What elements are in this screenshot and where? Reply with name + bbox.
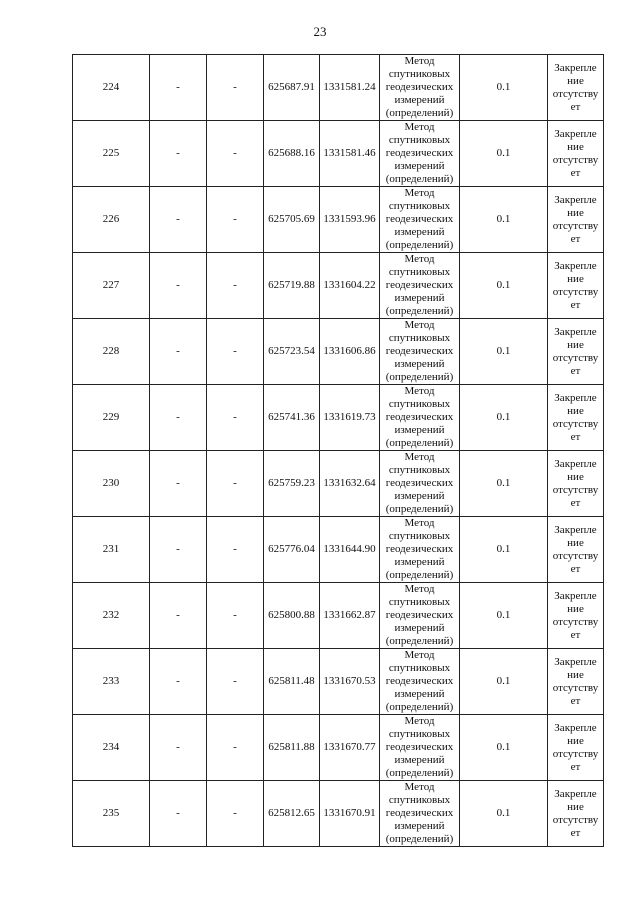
method-line: измерений	[394, 358, 445, 370]
accuracy-cell: 0.1	[460, 187, 548, 253]
method-line: спутниковых	[388, 200, 451, 212]
method-line: измерений	[394, 820, 445, 832]
table-row	[73, 715, 604, 781]
fixation-line: Закрепле	[554, 589, 597, 602]
method-line: (определений)	[385, 239, 454, 251]
coord-x-cell: 625687.91	[264, 55, 320, 121]
point-number-cell: 235	[73, 781, 150, 847]
coord-x-cell: 625800.88	[264, 583, 320, 649]
fixation-line: отсутству	[552, 681, 599, 694]
fixation-line: ние	[567, 668, 584, 681]
fixation-line: отсутству	[552, 153, 599, 166]
empty-cell-b: -	[207, 781, 264, 847]
method-line: геодезических	[385, 213, 454, 225]
method-line: геодезических	[385, 345, 454, 357]
empty-cell-a: -	[150, 121, 207, 187]
empty-cell-a: -	[150, 55, 207, 121]
fixation-line: отсутству	[552, 549, 599, 562]
accuracy-cell: 0.1	[460, 55, 548, 121]
fixation-line: ет	[570, 694, 581, 707]
fixation-line: ние	[567, 338, 584, 351]
table-row	[73, 517, 604, 583]
method-cell	[380, 715, 460, 781]
fixation-line: отсутству	[552, 483, 599, 496]
method-cell	[380, 55, 460, 121]
method-line: измерений	[394, 688, 445, 700]
point-number-cell: 226	[73, 187, 150, 253]
empty-cell-a: -	[150, 187, 207, 253]
fixation-line: Закрепле	[554, 655, 597, 668]
empty-cell-a: -	[150, 781, 207, 847]
fixation-line: ет	[570, 298, 581, 311]
coord-y-cell: 1331606.86	[320, 319, 380, 385]
fixation-line: ет	[570, 364, 581, 377]
coord-x-cell: 625812.65	[264, 781, 320, 847]
coord-y-cell: 1331670.77	[320, 715, 380, 781]
method-line: геодезических	[385, 543, 454, 555]
empty-cell-b: -	[207, 517, 264, 583]
method-line: (определений)	[385, 833, 454, 845]
table-row	[73, 385, 604, 451]
fixation-line: ет	[570, 430, 581, 443]
method-line: спутниковых	[388, 464, 451, 476]
table-row	[73, 583, 604, 649]
method-line: спутниковых	[388, 398, 451, 410]
method-line: (определений)	[385, 305, 454, 317]
method-cell	[380, 583, 460, 649]
method-cell	[380, 649, 460, 715]
accuracy-cell: 0.1	[460, 451, 548, 517]
method-cell	[380, 319, 460, 385]
fixation-line: Закрепле	[554, 193, 597, 206]
method-line: (определений)	[385, 569, 454, 581]
coord-y-cell: 1331670.91	[320, 781, 380, 847]
method-line: геодезических	[385, 81, 454, 93]
empty-cell-b: -	[207, 451, 264, 517]
method-line: Метод	[404, 451, 435, 463]
method-line: спутниковых	[388, 662, 451, 674]
point-number-cell: 231	[73, 517, 150, 583]
empty-cell-a: -	[150, 451, 207, 517]
method-line: спутниковых	[388, 134, 451, 146]
fixation-cell	[548, 187, 604, 253]
method-line: (определений)	[385, 437, 454, 449]
coord-x-cell: 625776.04	[264, 517, 320, 583]
empty-cell-b: -	[207, 187, 264, 253]
fixation-line: ние	[567, 470, 584, 483]
fixation-line: ние	[567, 800, 584, 813]
coord-y-cell: 1331670.53	[320, 649, 380, 715]
fixation-line: ет	[570, 496, 581, 509]
coord-y-cell: 1331581.46	[320, 121, 380, 187]
empty-cell-b: -	[207, 385, 264, 451]
fixation-cell	[548, 517, 604, 583]
table-row	[73, 187, 604, 253]
fixation-line: отсутству	[552, 285, 599, 298]
method-line: геодезических	[385, 675, 454, 687]
accuracy-cell: 0.1	[460, 385, 548, 451]
fixation-line: Закрепле	[554, 325, 597, 338]
accuracy-cell: 0.1	[460, 583, 548, 649]
method-line: Метод	[404, 715, 435, 727]
method-line: (определений)	[385, 371, 454, 383]
table-row	[73, 121, 604, 187]
method-line: спутниковых	[388, 530, 451, 542]
method-cell	[380, 781, 460, 847]
method-line: спутниковых	[388, 794, 451, 806]
coord-y-cell: 1331581.24	[320, 55, 380, 121]
fixation-line: ние	[567, 272, 584, 285]
coord-x-cell: 625759.23	[264, 451, 320, 517]
empty-cell-a: -	[150, 583, 207, 649]
page-number: 23	[313, 24, 327, 39]
method-cell	[380, 385, 460, 451]
method-line: геодезических	[385, 411, 454, 423]
fixation-line: ние	[567, 602, 584, 615]
method-line: геодезических	[385, 741, 454, 753]
fixation-line: отсутству	[552, 219, 599, 232]
fixation-cell	[548, 715, 604, 781]
method-line: геодезических	[385, 807, 454, 819]
fixation-line: Закрепле	[554, 721, 597, 734]
method-line: Метод	[404, 253, 435, 265]
fixation-line: ет	[570, 826, 581, 839]
method-line: (определений)	[385, 503, 454, 515]
fixation-line: отсутству	[552, 351, 599, 364]
method-line: Метод	[404, 55, 435, 67]
point-number-cell: 227	[73, 253, 150, 319]
fixation-line: отсутству	[552, 615, 599, 628]
method-line: измерений	[394, 556, 445, 568]
fixation-line: ние	[567, 206, 584, 219]
table-row	[73, 781, 604, 847]
fixation-line: ет	[570, 166, 581, 179]
fixation-cell	[548, 781, 604, 847]
method-line: геодезических	[385, 477, 454, 489]
fixation-line: Закрепле	[554, 787, 597, 800]
method-line: спутниковых	[388, 728, 451, 740]
method-cell	[380, 253, 460, 319]
fixation-cell	[548, 649, 604, 715]
method-line: геодезических	[385, 279, 454, 291]
fixation-line: отсутству	[552, 747, 599, 760]
empty-cell-b: -	[207, 253, 264, 319]
point-number-cell: 224	[73, 55, 150, 121]
empty-cell-b: -	[207, 583, 264, 649]
fixation-line: ние	[567, 140, 584, 153]
coord-x-cell: 625811.48	[264, 649, 320, 715]
fixation-line: ет	[570, 100, 581, 113]
fixation-line: ние	[567, 74, 584, 87]
accuracy-cell: 0.1	[460, 121, 548, 187]
fixation-line: ет	[570, 562, 581, 575]
empty-cell-a: -	[150, 253, 207, 319]
method-line: Метод	[404, 187, 435, 199]
fixation-line: Закрепле	[554, 391, 597, 404]
point-number-cell: 234	[73, 715, 150, 781]
coord-x-cell: 625688.16	[264, 121, 320, 187]
method-line: Метод	[404, 385, 435, 397]
fixation-line: ет	[570, 628, 581, 641]
method-line: (определений)	[385, 173, 454, 185]
empty-cell-b: -	[207, 121, 264, 187]
coord-y-cell: 1331632.64	[320, 451, 380, 517]
fixation-line: Закрепле	[554, 259, 597, 272]
coord-x-cell: 625705.69	[264, 187, 320, 253]
accuracy-cell: 0.1	[460, 319, 548, 385]
method-cell	[380, 187, 460, 253]
fixation-cell	[548, 121, 604, 187]
table-row	[73, 649, 604, 715]
fixation-line: ние	[567, 536, 584, 549]
fixation-line: ет	[570, 760, 581, 773]
method-line: (определений)	[385, 767, 454, 779]
fixation-cell	[548, 385, 604, 451]
point-number-cell: 230	[73, 451, 150, 517]
method-line: Метод	[404, 121, 435, 133]
method-line: (определений)	[385, 107, 454, 119]
table-row	[73, 253, 604, 319]
method-line: измерений	[394, 160, 445, 172]
method-cell	[380, 451, 460, 517]
fixation-line: отсутству	[552, 813, 599, 826]
fixation-cell	[548, 451, 604, 517]
point-number-cell: 233	[73, 649, 150, 715]
method-line: Метод	[404, 649, 435, 661]
coord-y-cell: 1331662.87	[320, 583, 380, 649]
coordinates-table	[72, 54, 604, 847]
method-line: измерений	[394, 424, 445, 436]
method-line: геодезических	[385, 147, 454, 159]
fixation-line: Закрепле	[554, 457, 597, 470]
method-line: измерений	[394, 226, 445, 238]
point-number-cell: 229	[73, 385, 150, 451]
empty-cell-b: -	[207, 55, 264, 121]
table-row	[73, 319, 604, 385]
fixation-line: ние	[567, 404, 584, 417]
accuracy-cell: 0.1	[460, 649, 548, 715]
method-line: измерений	[394, 490, 445, 502]
coord-y-cell: 1331619.73	[320, 385, 380, 451]
accuracy-cell: 0.1	[460, 517, 548, 583]
table-row	[73, 451, 604, 517]
empty-cell-a: -	[150, 385, 207, 451]
fixation-cell	[548, 583, 604, 649]
method-line: (определений)	[385, 701, 454, 713]
fixation-line: Закрепле	[554, 523, 597, 536]
empty-cell-a: -	[150, 319, 207, 385]
table-row	[73, 55, 604, 121]
method-line: измерений	[394, 754, 445, 766]
empty-cell-b: -	[207, 319, 264, 385]
method-cell	[380, 121, 460, 187]
method-line: Метод	[404, 319, 435, 331]
method-line: измерений	[394, 94, 445, 106]
empty-cell-a: -	[150, 715, 207, 781]
accuracy-cell: 0.1	[460, 715, 548, 781]
coord-x-cell: 625741.36	[264, 385, 320, 451]
coord-y-cell: 1331644.90	[320, 517, 380, 583]
fixation-line: отсутству	[552, 417, 599, 430]
point-number-cell: 225	[73, 121, 150, 187]
coord-y-cell: 1331593.96	[320, 187, 380, 253]
accuracy-cell: 0.1	[460, 781, 548, 847]
table-body	[73, 55, 604, 847]
fixation-line: Закрепле	[554, 61, 597, 74]
method-line: Метод	[404, 583, 435, 595]
fixation-line: Закрепле	[554, 127, 597, 140]
method-line: (определений)	[385, 635, 454, 647]
method-line: спутниковых	[388, 266, 451, 278]
empty-cell-b: -	[207, 649, 264, 715]
method-line: Метод	[404, 781, 435, 793]
fixation-line: отсутству	[552, 87, 599, 100]
coord-x-cell: 625719.88	[264, 253, 320, 319]
accuracy-cell: 0.1	[460, 253, 548, 319]
method-cell	[380, 517, 460, 583]
coord-y-cell: 1331604.22	[320, 253, 380, 319]
fixation-cell	[548, 253, 604, 319]
empty-cell-a: -	[150, 649, 207, 715]
coord-x-cell: 625723.54	[264, 319, 320, 385]
point-number-cell: 232	[73, 583, 150, 649]
method-line: геодезических	[385, 609, 454, 621]
coord-x-cell: 625811.88	[264, 715, 320, 781]
method-line: спутниковых	[388, 596, 451, 608]
fixation-line: ет	[570, 232, 581, 245]
method-line: спутниковых	[388, 332, 451, 344]
method-line: спутниковых	[388, 68, 451, 80]
fixation-line: ние	[567, 734, 584, 747]
method-line: измерений	[394, 622, 445, 634]
empty-cell-b: -	[207, 715, 264, 781]
fixation-cell	[548, 319, 604, 385]
method-line: Метод	[404, 517, 435, 529]
fixation-cell	[548, 55, 604, 121]
point-number-cell: 228	[73, 319, 150, 385]
method-line: измерений	[394, 292, 445, 304]
empty-cell-a: -	[150, 517, 207, 583]
